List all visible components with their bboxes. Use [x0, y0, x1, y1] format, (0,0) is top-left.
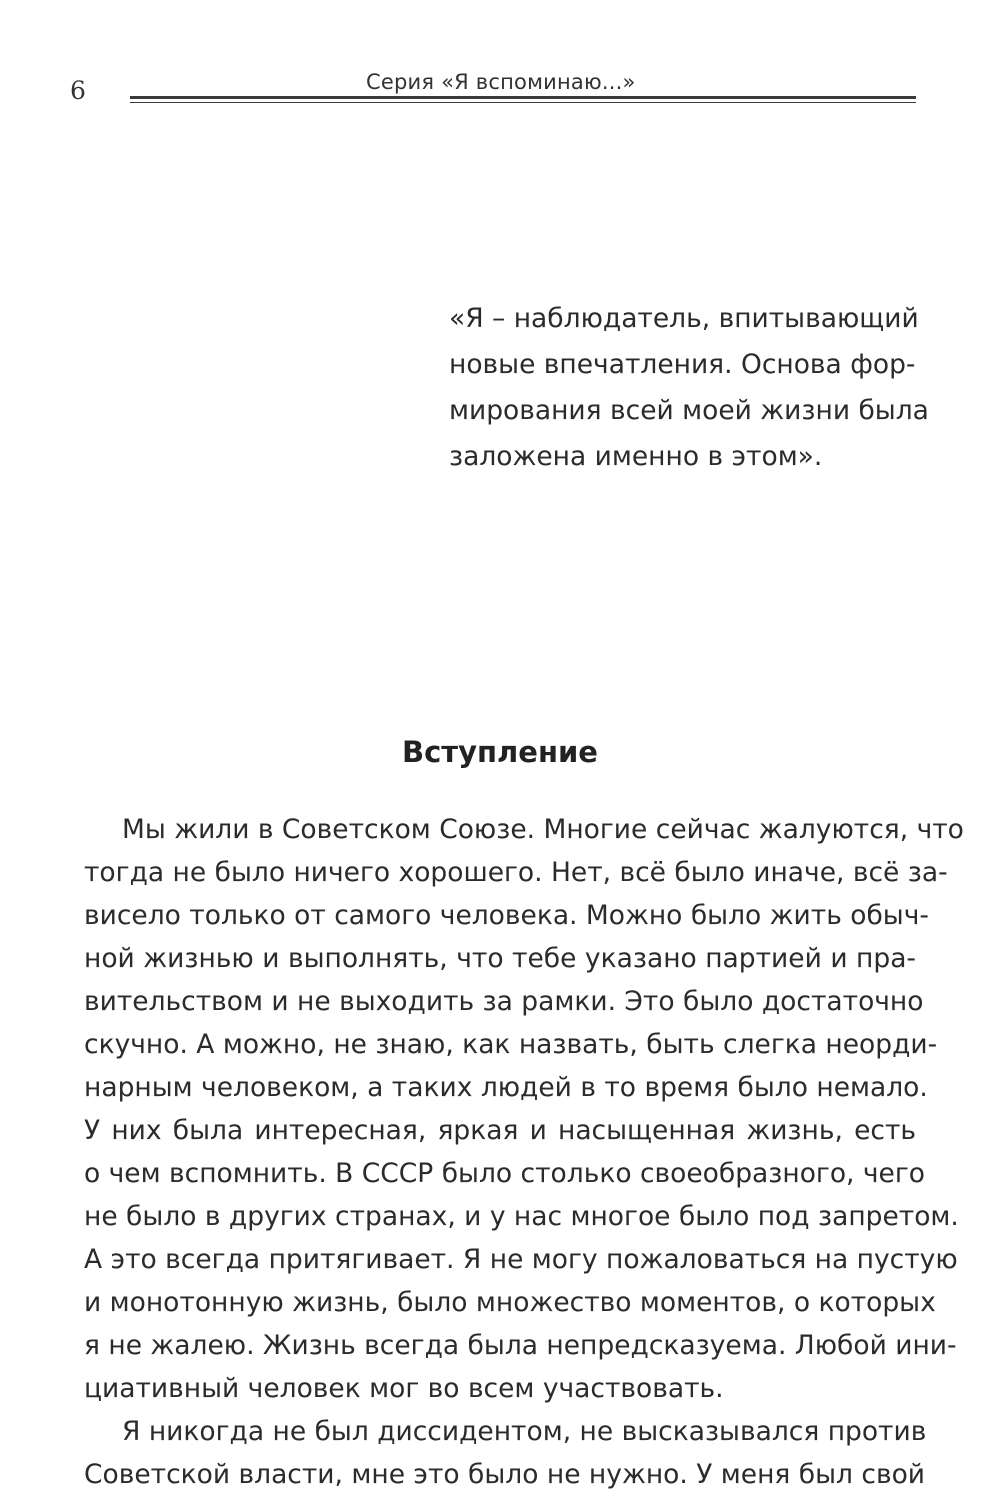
text-line: и монотонную жизнь, было множество моментов, о которых [84, 1287, 936, 1318]
page-number: 6 [70, 76, 86, 105]
paragraph [84, 1410, 927, 1496]
text-line: висело только от самого человека. Можно было жить обыч- [84, 900, 929, 931]
epigraph-line: «Я – наблюдатель, впитывающий [449, 303, 919, 334]
epigraph [449, 296, 929, 480]
text-line: скучно. А можно, не знаю, как назвать, быть слегка неорди- [84, 1029, 938, 1060]
text-line: вительством и не выходить за рамки. Это было достаточно [84, 986, 924, 1017]
epigraph-line: мирования всей моей жизни была [449, 395, 929, 426]
text-line: о чем вспомнить. В СССР было столько своеобразного, чего [84, 1158, 925, 1189]
text-line: Я никогда не был диссидентом, не высказывался против [122, 1416, 927, 1447]
epigraph-line: заложена именно в этом». [449, 441, 823, 472]
text-line: тогда не было ничего хорошего. Нет, всё было иначе, всё за- [84, 857, 948, 888]
text-line: циативный человек мог во всем участвовать. [84, 1373, 724, 1404]
section-title: Вступление [402, 735, 598, 769]
paragraph [84, 808, 964, 1410]
text-line: Советской власти, мне это было не нужно. У меня был свой [84, 1459, 926, 1490]
epigraph-line: новые впечатления. Основа фор- [449, 349, 916, 380]
text-line: ной жизнью и выполнять, что тебе указано партией и пра- [84, 943, 916, 974]
text-line: Мы жили в Советском Союзе. Многие сейчас жалуются, что [122, 814, 964, 845]
running-head: Серия «Я вспоминаю...» [366, 70, 636, 94]
header-rule-thin [130, 102, 916, 103]
text-line: А это всегда притягивает. Я не могу пожаловаться на пустую [84, 1244, 958, 1275]
text-line: не было в других странах, и у нас многое было под запретом. [84, 1201, 959, 1232]
text-line: нарным человеком, а таких людей в то время было немало. [84, 1072, 928, 1103]
text-line: я не жалею. Жизнь всегда была непредсказуема. Любой ини- [84, 1330, 957, 1361]
text-line: У них была интересная, яркая и насыщенная жизнь, есть [84, 1115, 916, 1146]
header-rule-thick [130, 96, 916, 99]
body-text [84, 808, 964, 1496]
